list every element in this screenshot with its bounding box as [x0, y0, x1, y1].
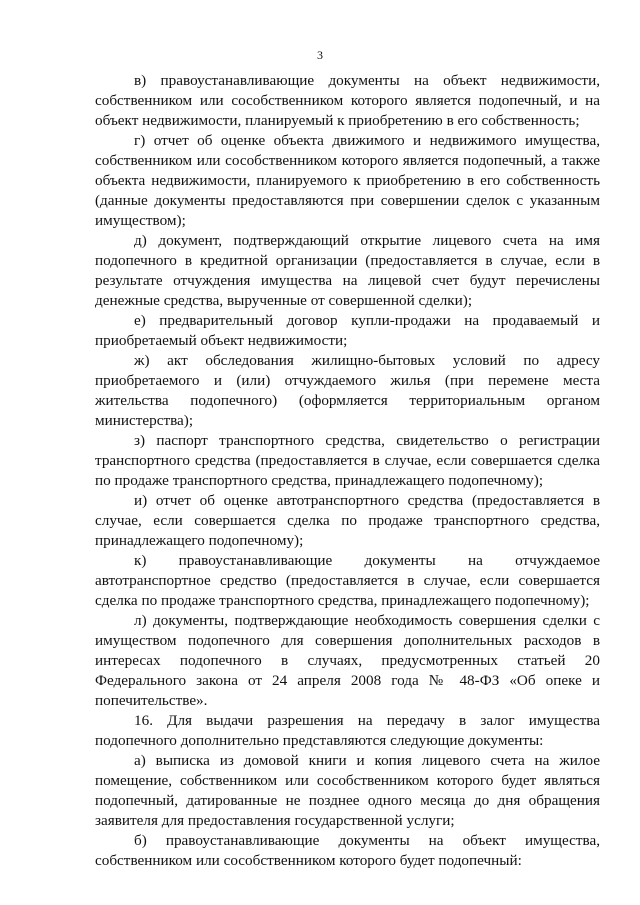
- text-line: к) правоустанавливающие документы на отчуждаемое: [134, 552, 600, 569]
- document-body: [95, 71, 600, 871]
- text-line: ж) акт обследования жилищно-бытовых условий по адресу: [134, 352, 600, 369]
- text-line: л) документы, подтверждающие необходимость совершения сделки с: [134, 612, 600, 629]
- text-line: помещение, собственником или сособственником которого будет являться: [95, 772, 600, 789]
- text-line: жительства подопечного) (оформляется территориальным органом: [95, 392, 600, 409]
- text-line: транспортного средства (предоставляется в случае, если совершается сделка: [95, 452, 600, 469]
- text-line: собственником или сособственником которого является подопечный, а также: [95, 152, 600, 169]
- text-line: результате отчуждения имущества на лицевой счет будут перечислены: [95, 272, 600, 289]
- text-line: приобретаемый объект недвижимости;: [95, 332, 348, 349]
- text-line: собственником или сособственником которого является подопечный, и на: [95, 92, 600, 109]
- text-line: имуществом подопечного для совершения дополнительных расходов в: [95, 632, 600, 649]
- text-line: принадлежащего подопечному);: [95, 532, 304, 549]
- text-line: денежные средства, вырученные от совершенной сделки);: [95, 292, 473, 309]
- text-line: имуществом);: [95, 212, 186, 229]
- paragraph-v: [95, 71, 600, 131]
- text-line: сделка по продаже транспортного средства, принадлежащего подопечному);: [95, 592, 590, 609]
- paragraph-g: [95, 131, 600, 231]
- text-line: автотранспортное средство (предоставляется в случае, если совершается: [95, 572, 600, 589]
- paragraph-i: [95, 491, 600, 551]
- text-line: в) правоустанавливающие документы на объект недвижимости,: [134, 72, 600, 89]
- text-line: собственником или сособственником которого будет подопечный:: [95, 852, 522, 869]
- text-line: объекта недвижимости, планируемого к приобретению в его собственность: [95, 172, 600, 189]
- text-line: попечительстве».: [95, 692, 208, 709]
- text-line: объект недвижимости, планируемый к приобретению в его собственность;: [95, 112, 580, 129]
- paragraph-zh: [95, 351, 600, 431]
- paragraph-e: [95, 311, 600, 351]
- text-line: подопечный, датированные не позднее одного месяца до дня обращения: [95, 792, 600, 809]
- text-line: подопечного в кредитной организации (предоставляется в случае, если в: [95, 252, 600, 269]
- text-line: подопечного дополнительно представляются следующие документы:: [95, 732, 544, 749]
- text-line: 16. Для выдачи разрешения на передачу в залог имущества: [134, 712, 600, 729]
- text-line: (данные документы предоставляются при совершении сделок с указанным: [95, 192, 600, 209]
- text-line: а) выписка из домовой книги и копия лицевого счета на жилое: [134, 752, 600, 769]
- text-line: з) паспорт транспортного средства, свидетельство о регистрации: [134, 432, 600, 449]
- text-line: Федерального закона от 24 апреля 2008 года № 48-ФЗ «Об опеке и: [95, 672, 600, 689]
- text-line: интересах подопечного в случаях, предусмотренных статьей 20: [95, 652, 600, 669]
- text-line: по продаже транспортного средства, принадлежащего подопечному);: [95, 472, 544, 489]
- text-line: случае, если совершается сделка по продаже транспортного средства,: [95, 512, 600, 529]
- paragraph-d: [95, 231, 600, 311]
- text-line: министерства);: [95, 412, 194, 429]
- text-line: заявителя для предоставления государственной услуги;: [95, 812, 455, 829]
- text-line: приобретаемого и (или) отчуждаемого жилья (при перемене места: [95, 372, 600, 389]
- page-number: 3: [317, 48, 323, 62]
- paragraph-l: [95, 611, 600, 711]
- paragraph-b: [95, 831, 600, 871]
- text-line: е) предварительный договор купли-продажи на продаваемый и: [134, 312, 600, 329]
- text-line: г) отчет об оценке объекта движимого и недвижимого имущества,: [134, 132, 600, 149]
- paragraph-k: [95, 551, 600, 611]
- paragraph-z: [95, 431, 600, 491]
- text-line: и) отчет об оценке автотранспортного средства (предоставляется в: [134, 492, 600, 509]
- paragraph-16: [95, 711, 600, 751]
- paragraph-a: [95, 751, 600, 831]
- text-line: д) документ, подтверждающий открытие лицевого счета на имя: [134, 232, 600, 249]
- text-line: б) правоустанавливающие документы на объект имущества,: [134, 832, 600, 849]
